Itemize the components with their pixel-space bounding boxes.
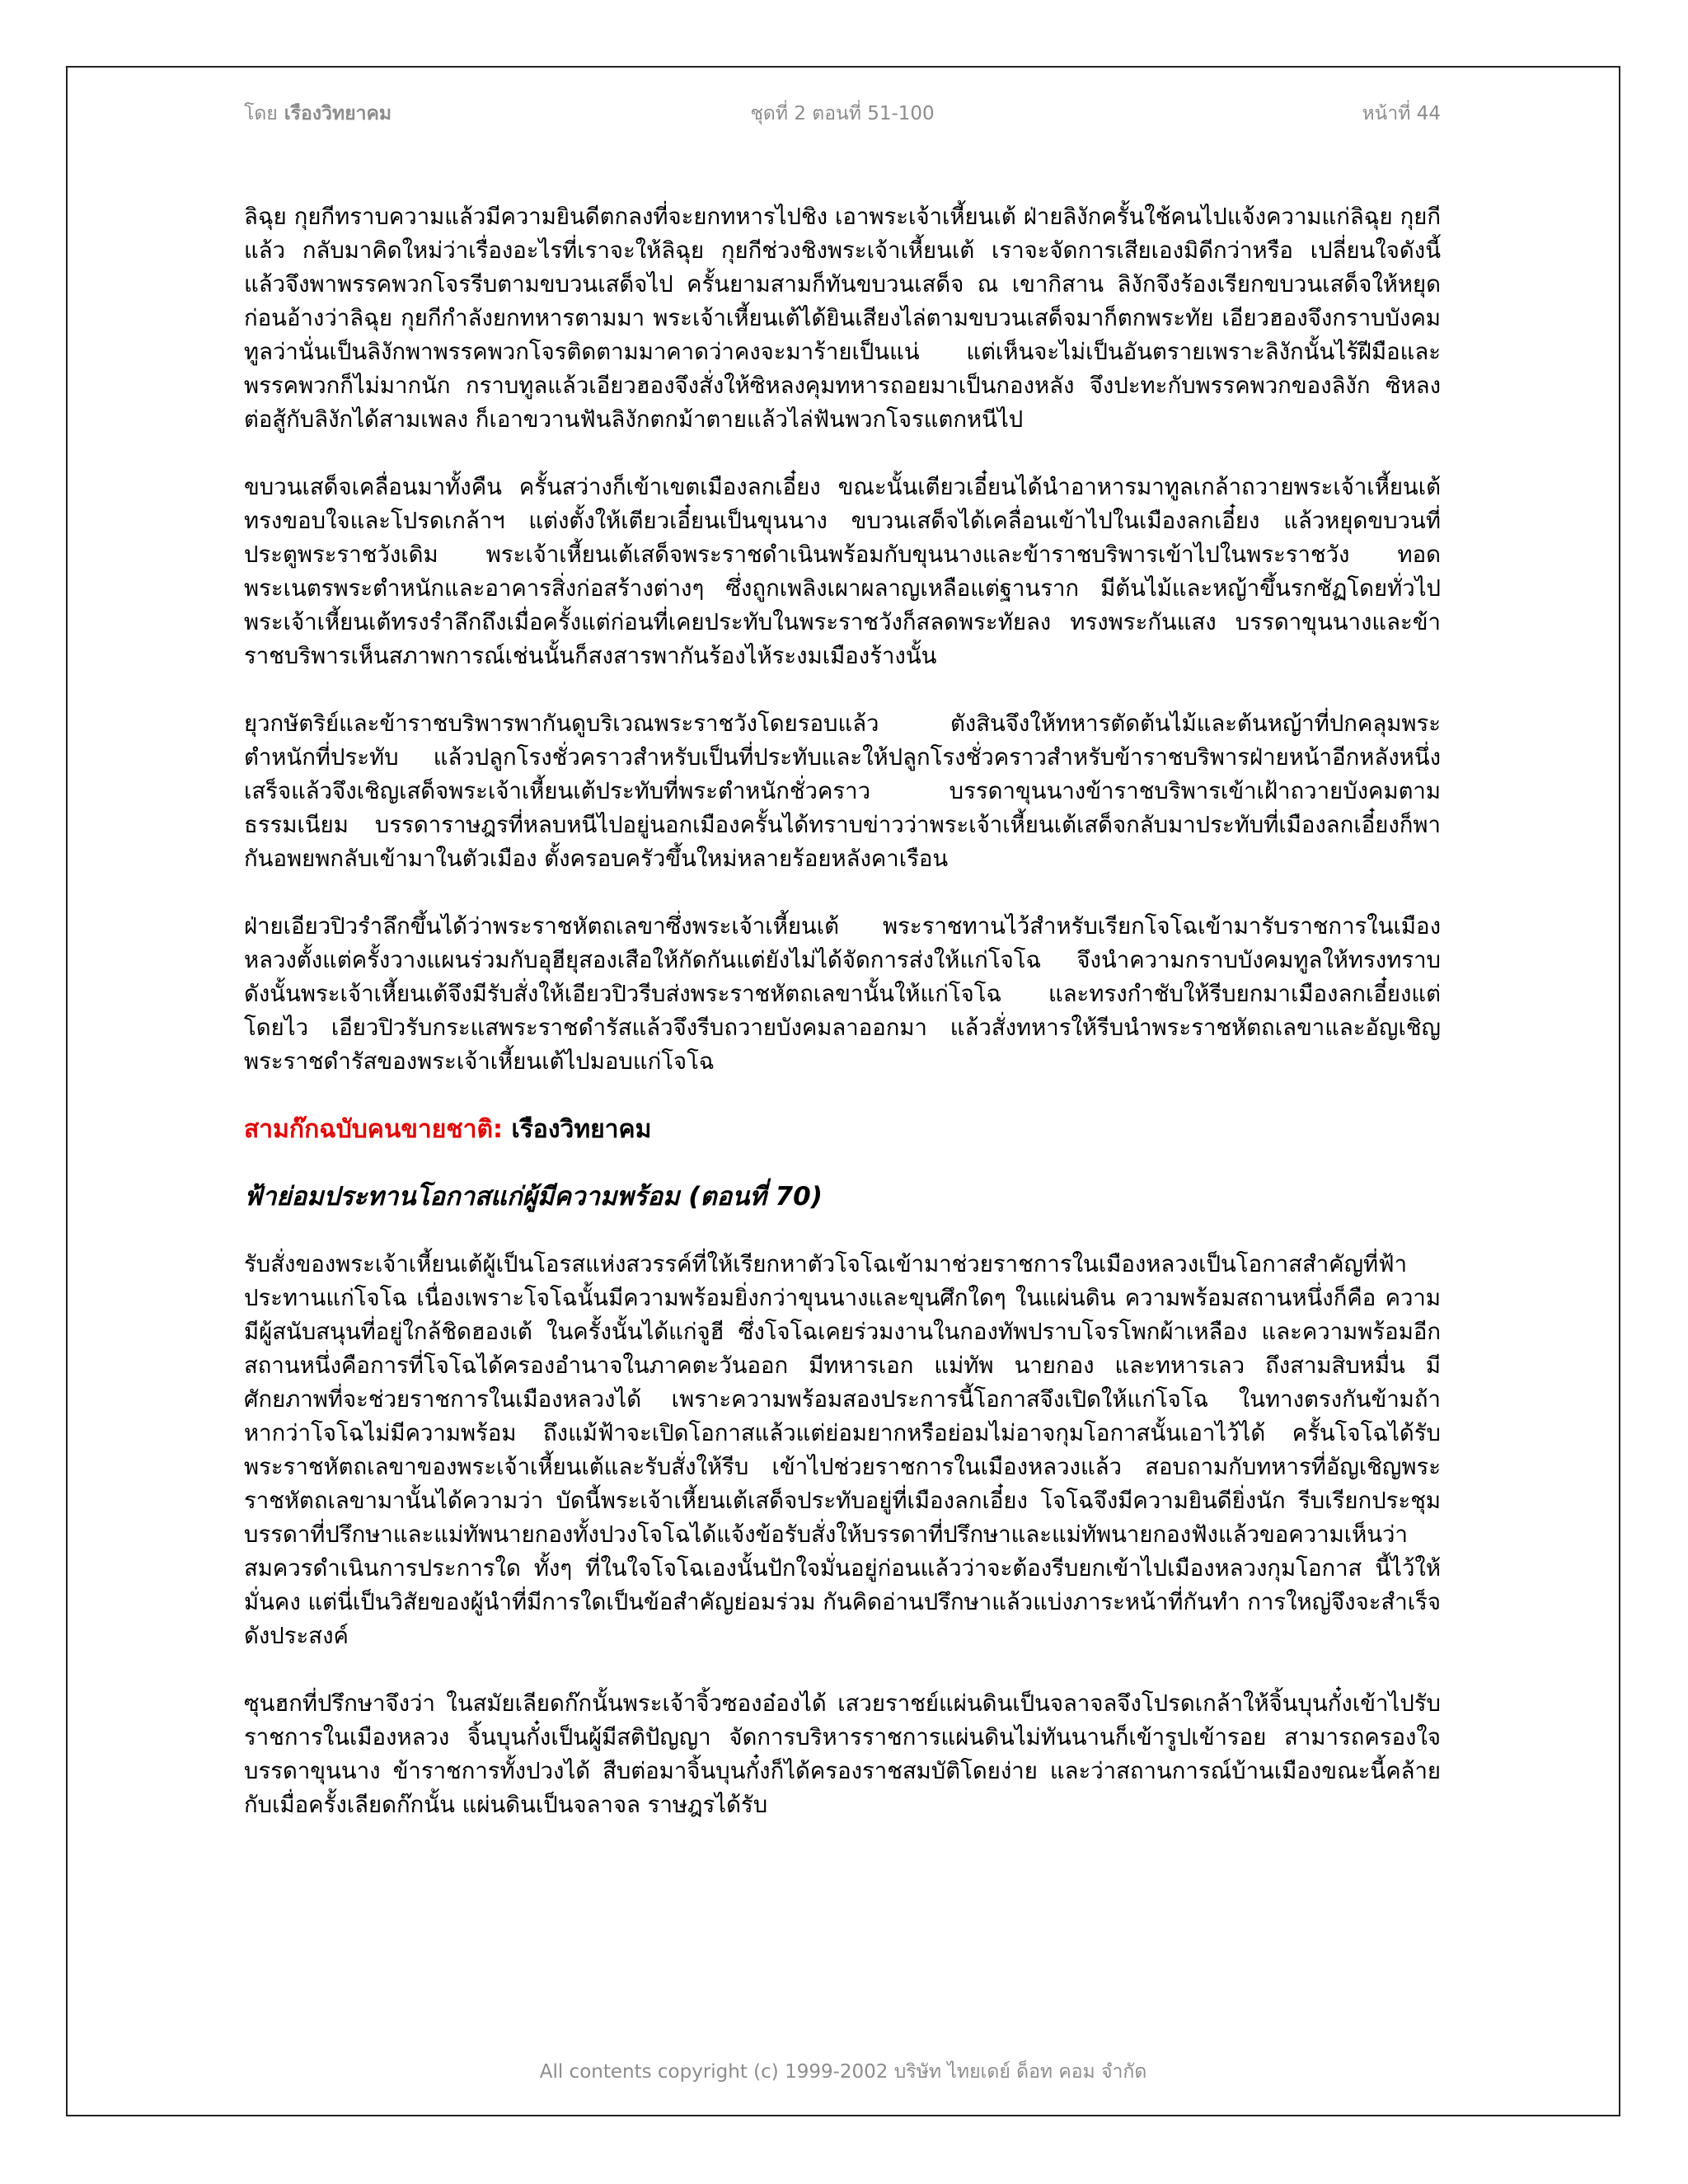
paragraph: ยุวกษัตริย์และข้าราชบริพารพากันดูบริเวณพระราชวังโดยรอบแล้ว ตังสินจึงให้ทหารตัดต้นไม้และต้นหญ้าที่ปกคลุมพระตำหนักที่ประทับ แล้วปลูกโรงชั่วคราวสำหรับเป็นที่ประทับและให้ปลูกโรงชั่วคราวสำหรับข้าราชบริพารฝ่ายหน้าอีกหลังหนึ่ง เสร็จแล้วจึงเชิญเสด็จพระเจ้าเหี้ยนเต้ประทับที่พระตำหนักชั่วคราว บรรดาขุนนางข้าราชบริพารเข้าเฝ้าถวายบังคมตามธรรมเนียม บรรดาราษฎรที่หลบหนีไปอยู่นอกเมืองครั้นได้ทราบข่าวว่าพระเจ้าเหี้ยนเต้เสด็จกลับมาประทับที่เมืองลกเอี๋ยงก็พากันอพยพกลับเข้ามาในตัวเมือง ตั้งครอบครัวขึ้นใหม่หลายร้อยหลังคาเรือน [244,710,1441,872]
section-title [244,1113,1441,1146]
paragraph: ลิฉุย กุยกีทราบความแล้วมีความยินดีตกลงที่จะยกทหารไปชิง เอาพระเจ้าเหี้ยนเต้ ฝ่ายลิงักครั้นใช้คนไปแจ้งความแก่ลิฉุย กุยกีแล้ว กลับมาคิดใหม่ว่าเรื่องอะไรที่เราจะให้ลิฉุย กุยกีช่วงชิงพระเจ้าเหี้ยนเต้ เราจะจัดการเสียเองมิดีกว่าหรือ เปลี่ยนใจดังนี้แล้วจึงพาพรรคพวกโจรรีบตามขบวนเสด็จไป ครั้นยามสามก็ทันขบวนเสด็จ ณ เขากิสาน ลิงักจึงร้องเรียกขบวนเสด็จให้หยุดก่อนอ้างว่าลิฉุย กุยกีกำลังยกทหารตามมา พระเจ้าเหี้ยนเต้ได้ยินเสียงไล่ตามขบวนเสด็จมาก็ตกพระทัย เอียวฮองจึงกราบบังคมทูลว่านั่นเป็นลิงักพาพรรคพวกโจรติดตามมาคาดว่าคงจะมาร้ายเป็นแน่ แต่เห็นจะไม่เป็นอันตรายเพราะลิงักนั้นไร้ฝีมือและพรรคพวกก็ไม่มากนัก กราบทูลแล้วเอียวฮองจึงสั่งให้ซิหลงคุมทหารถอยมาเป็นกองหลัง จึงปะทะกับพรรคพวกของลิงัก ซิหลงต่อสู้กับลิงักได้สามเพลง ก็เอาขวานฟันลิงักตกม้าตายแล้วไล่ฟันพวกโจรแตกหนีไป [244,204,1441,433]
running-header [244,99,1441,129]
header-author-prefix: โดย [244,103,278,124]
header-page-number: หน้าที่ 44 [1362,103,1441,124]
header-author-name: เรืองวิทยาคม [284,103,392,124]
paragraph: ฝ่ายเอียวปิวรำลึกขึ้นได้ว่าพระราชหัตถเลขาซึ่งพระเจ้าเหี้ยนเต้ พระราชทานไว้สำหรับเรียกโจโฉเข้ามารับราชการในเมืองหลวงตั้งแต่ครั้งวางแผนร่วมกับอุฮียุสองเสือให้กัดกันแต่ยังไม่ได้จัดการส่งให้แก่โจโฉ จึงนำความกราบบังคมทูลให้ทรงทราบ ดังนั้นพระเจ้าเหี้ยนเต้จึงมีรับสั่งให้เอียวปิวรีบส่งพระราชหัตถเลขานั้นให้แก่โจโฉ และทรงกำชับให้รีบยกมาเมืองลกเอี๋ยงแต่โดยไว เอียวปิวรับกระแสพระราชดำรัสแล้วจึงรีบถวายบังคมลาออกมา แล้วสั่งทหารให้รีบนำพระราชหัตถเลขาและอัญเชิญพระราชดำรัสของพระเจ้าเหี้ยนเต้ไปมอบแก่โจโฉ [244,913,1441,1075]
paragraph: ซุนฮกที่ปรึกษาจึงว่า ในสมัยเลียดก๊กนั้นพระเจ้าจิ้วซองอ๋องได้ เสวยราชย์แผ่นดินเป็นจลาจลจึงโปรดเกล้าให้จิ้นบุนกั๋งเข้าไปรับราชการในเมืองหลวง จิ้นบุนกั๋งเป็นผู้มีสติปัญญา จัดการบริหารราชการแผ่นดินไม่ทันนานก็เข้ารูปเข้ารอย สามารถครองใจบรรดาขุนนาง ข้าราชการทั้งปวงได้ สืบต่อมาจิ้นบุนกั๋งก็ได้ครองราชสมบัติโดยง่าย และว่าสถานการณ์บ้านเมืองขณะนี้คล้ายกับเมื่อครั้งเลียดก๊กนั้น แผ่นดินเป็นจลาจล ราษฎรได้รับ [244,1690,1441,1818]
section-title-series: สามก๊กฉบับคนขายชาติ: [244,1115,503,1144]
paragraph: ขบวนเสด็จเคลื่อนมาทั้งคืน ครั้นสว่างก็เข้าเขตเมืองลกเอี๋ยง ขณะนั้นเตียวเอี๋ยนได้นำอาหารมาทูลเกล้าถวายพระเจ้าเหี้ยนเต้ทรงขอบใจและโปรดเกล้าฯ แต่งตั้งให้เตียวเอี๋ยนเป็นขุนนาง ขบวนเสด็จได้เคลื่อนเข้าไปในเมืองลกเอี๋ยง แล้วหยุดขบวนที่ประตูพระราชวังเดิม พระเจ้าเหี้ยนเต้เสด็จพระราชดำเนินพร้อมกับขุนนางและข้าราชบริพารเข้าไปในพระราชวัง ทอดพระเนตรพระตำหนักและอาคารสิ่งก่อสร้างต่างๆ ซึ่งถูกเพลิงเผาผลาญเหลือแต่ฐานราก มีต้นไม้และหญ้าขึ้นรกชัฏโดยทั่วไป พระเจ้าเหี้ยนเต้ทรงรำลึกถึงเมื่อครั้งแต่ก่อนที่เคยประทับในพระราชวังก็สลดพระทัยลง ทรงพระกันแสง บรรดาขุนนางและข้าราชบริพารเห็นสภาพการณ์เช่นนั้นก็สงสารพากันร้องไห้ระงมเมืองร้างนั้น [244,474,1441,669]
section-title-author: เรืองวิทยาคม [511,1115,652,1144]
paragraph: รับสั่งของพระเจ้าเหี้ยนเต้ผู้เป็นโอรสแห่งสวรรค์ที่ให้เรียกหาตัวโจโฉเข้ามาช่วยราชการในเมืองหลวงเป็นโอกาสสำคัญที่ฟ้าประทานแก่โจโฉ เนื่องเพราะโจโฉนั้นมีความพร้อมยิ่งกว่าขุนนางและขุนศึกใดๆ ในแผ่นดิน ความพร้อมสถานหนึ่งก็คือ ความมีผู้สนับสนุนที่อยู่ใกล้ชิดฮองเต้ ในครั้งนั้นได้แก่จูฮี ซึ่งโจโฉเคยร่วมงานในกองทัพปราบโจรโพกผ้าเหลือง และความพร้อมอีกสถานหนึ่งคือการที่โจโฉได้ครองอำนาจในภาคตะวันออก มีทหารเอก แม่ทัพ นายกอง และทหารเลว ถึงสามสิบหมื่น มีศักยภาพที่จะช่วยราชการในเมืองหลวงได้ เพราะความพร้อมสองประการนี้โอกาสจึงเปิดให้แก่โจโฉ ในทางตรงกันข้ามถ้าหากว่าโจโฉไม่มีความพร้อม ถึงแม้ฟ้าจะเปิดโอกาสแล้วแต่ย่อมยากหรือย่อมไม่อาจกุมโอกาสนั้นเอาไว้ได้ ครั้นโจโฉได้รับพระราชหัตถเลขาของพระเจ้าเหี้ยนเต้และรับสั่งให้รีบ เข้าไปช่วยราชการในเมืองหลวงแล้ว สอบถามกับทหารที่อัญเชิญพระราชหัตถเลขามานั้นได้ความว่า บัดนี้พระเจ้าเหี้ยนเต้เสด็จประทับอยู่ที่เมืองลกเอี๋ยง โจโฉจึงมีความยินดียิ่งนัก รีบเรียกประชุม บรรดาที่ปรึกษาและแม่ทัพนายกองทั้งปวงโจโฉได้แจ้งข้อรับสั่งให้บรรดาที่ปรึกษาและแม่ทัพนายกองฟังแล้วขอความเห็นว่าสมควรดำเนินการประการใด ทั้งๆ ที่ในใจโจโฉเองนั้นปักใจมั่นอยู่ก่อนแล้วว่าจะต้องรีบยกเข้าไปเมืองหลวงกุมโอกาส นี้ไว้ให้มั่นคง แต่นี่เป็นวิสัยของผู้นำที่มีการใดเป็นข้อสำคัญย่อมร่วม กันคิดอ่านปรึกษาแล้วแบ่งภาระหน้าที่กันทำ การใหญ่จึงจะสำเร็จดังประสงค์ [244,1251,1441,1649]
episode-title: ฟ้าย่อมประทานโอกาสแก่ผู้มีความพร้อม (ตอนที่ 70) [244,1182,823,1212]
article-body [244,200,1441,1856]
copyright-footer: All contents copyright (c) 1999-2002 บริษัท ไทยเดย์ ด็อท คอม จำกัด [539,2061,1147,2083]
header-series: ชุดที่ 2 ตอนที่ 51-100 [750,103,935,124]
